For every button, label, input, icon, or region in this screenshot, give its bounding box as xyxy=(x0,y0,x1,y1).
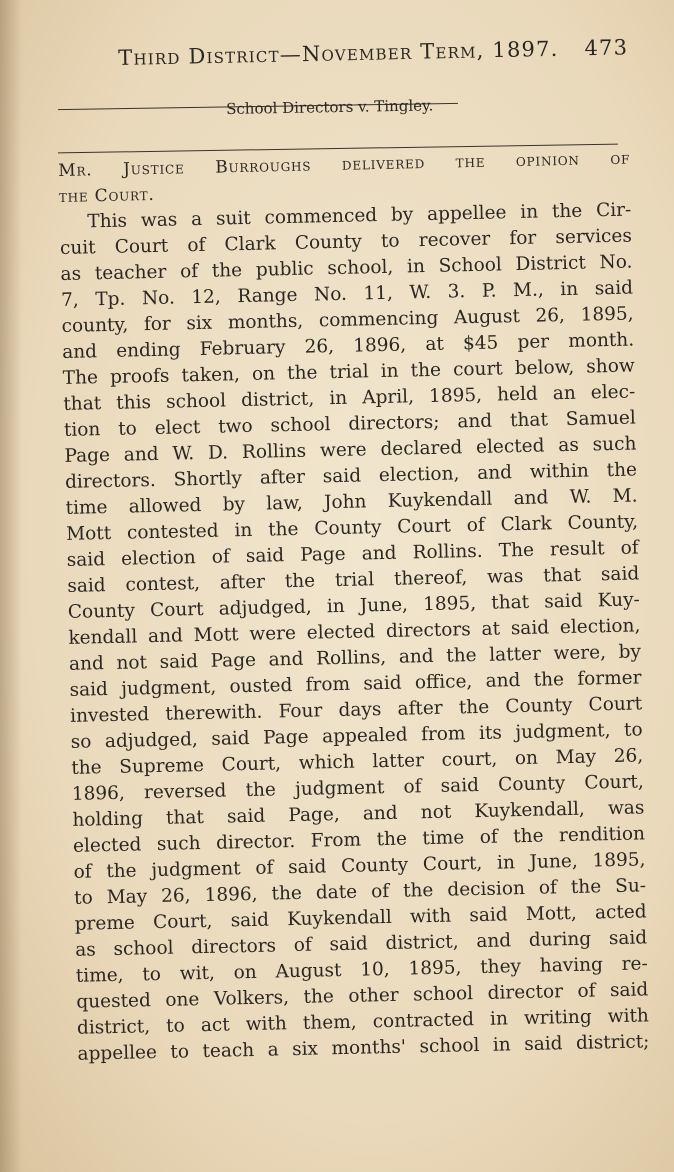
text-line: invested therewith. Four days after the County Court xyxy=(69,693,643,727)
text-line: county, for six months, commencing August 26, 1895, xyxy=(61,303,634,337)
text-line: district, to act with them, contracted in writing with xyxy=(76,1005,650,1039)
text-line: said election of said Page and Rollins. The result of xyxy=(66,537,639,571)
text-line: 7, Tp. No. 12, Range No. 11, W. 3. P. M., in said xyxy=(60,277,634,311)
text-line: Mr. Justice Burroughs delivered the opinion of xyxy=(58,148,631,181)
text-line: tion to elect two school directors; and that Samuel xyxy=(63,407,637,441)
text-line: the Court. xyxy=(58,184,155,207)
text-line: time allowed by law, John Kuykendall and W. M. xyxy=(65,485,638,519)
text-line: the Supreme Court, which latter court, on May 26, xyxy=(71,745,644,779)
text-line: as school directors of said district, and during said xyxy=(75,927,648,961)
text-line: preme Court, said Kuykendall with said Mott, acted xyxy=(74,901,647,935)
running-title: Third District—November Term, 1897. xyxy=(118,36,559,70)
opinion-text xyxy=(58,146,650,1068)
text-line: holding that said Page, and not Kuykendall, was xyxy=(72,797,645,831)
text-line: 1896, reversed the judgment of said County Court, xyxy=(71,771,644,805)
text-line: County Court adjudged, in June, 1895, that said Kuy- xyxy=(67,589,641,623)
text-line: of the judgment of said County Court, in June, 1895, xyxy=(73,849,646,883)
text-line: as teacher of the public school, in School District No. xyxy=(60,251,633,285)
page-number: 473 xyxy=(584,35,629,61)
text-line: directors. Shortly after said election, and within the xyxy=(64,459,638,493)
text-line: to May 26, 1896, the date of the decision of the Su- xyxy=(73,875,647,909)
text-line: that this school district, in April, 1895, held an elec- xyxy=(63,381,636,415)
binding-shadow xyxy=(0,0,22,1172)
text-line: and ending February 26, 1896, at $45 per month. xyxy=(62,329,635,363)
text-line: Mott contested in the County Court of Clark County, xyxy=(65,511,639,545)
text-line: Page and W. D. Rollins were declared elected as such xyxy=(64,433,637,467)
running-head xyxy=(118,35,628,70)
text-line: quested one Volkers, the other school director of said xyxy=(76,979,649,1013)
text-line: elected such director. From the time of the rendition xyxy=(72,823,646,857)
text-line: The proofs taken, on the trial in the court below, show xyxy=(62,355,635,389)
case-title: School Directors v. Tingley. xyxy=(226,96,434,118)
text-line: kendall and Mott were elected directors at said election, xyxy=(68,615,641,649)
text-line: cuit Court of Clark County to recover for services xyxy=(59,225,633,259)
text-line: time, to wit, on August 10, 1895, they having re- xyxy=(75,953,648,987)
text-line: and not said Page and Rollins, and the latter were, by xyxy=(68,641,642,675)
text-line: so adjudged, said Page appealed from its judgment, to xyxy=(70,719,643,753)
text-line: This was a suit commenced by appellee in the Cir- xyxy=(87,199,632,233)
text-line: said judgment, ousted from said office, and the former xyxy=(69,667,642,701)
text-line: appellee to teach a six months' school in said district; xyxy=(77,1031,650,1065)
text-line: said contest, after the trial thereof, was that said xyxy=(67,563,640,597)
